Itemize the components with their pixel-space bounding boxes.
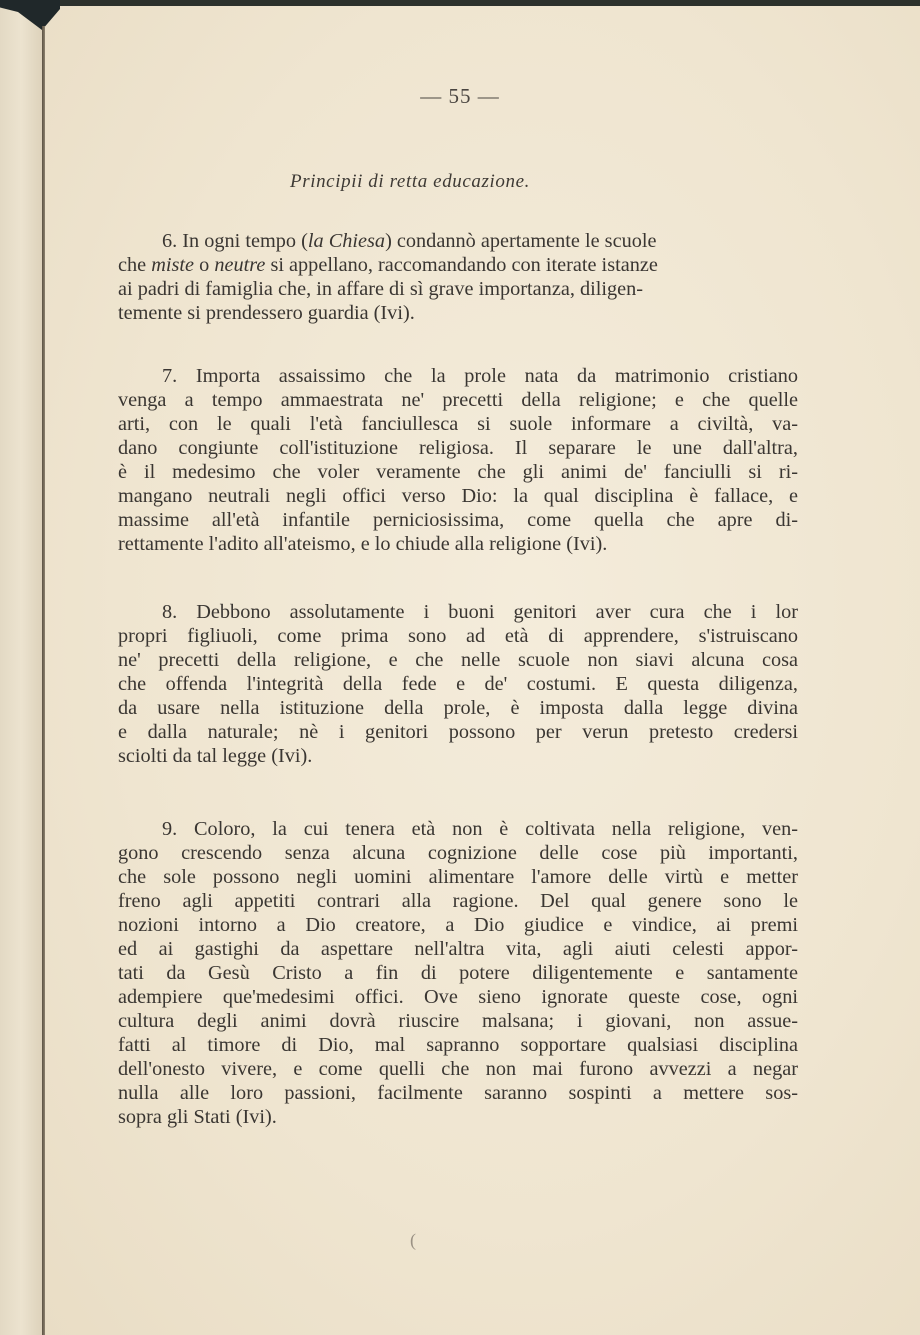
text-line: sciolti da tal legge (Ivi). — [118, 745, 313, 767]
text-line: 8. Debbono assolutamente i buoni genitori aver cura che i lor — [162, 601, 798, 623]
text-line: è il medesimo che voler veramente che gli animi de' fanciulli si ri- — [118, 461, 798, 483]
text-line: che sole possono negli uomini alimentare l'amore delle virtù e metter — [118, 866, 798, 888]
paragraph-9 — [118, 817, 798, 1129]
text-line: cultura degli animi dovrà riuscire malsana; i giovani, non assue- — [118, 1010, 798, 1032]
text-line: nulla alle loro passioni, facilmente saranno sospinti a mettere sos- — [118, 1082, 798, 1104]
text-line: propri figliuoli, come prima sono ad età di apprendere, s'istruiscano — [118, 625, 798, 647]
text-line: ne' precetti della religione, e che nelle scuole non siavi alcuna cosa — [118, 649, 798, 671]
text-line: gono crescendo senza alcuna cognizione delle cose più importanti, — [118, 842, 798, 864]
text-line: temente si prendessero guardia (Ivi). — [118, 302, 415, 324]
facing-page-edge — [0, 8, 42, 1335]
text-line: tati da Gesù Cristo a fin di potere diligentemente e santamente — [118, 962, 798, 984]
text-line: venga a tempo ammaestrata ne' precetti della religione; e che quelle — [118, 389, 798, 411]
text-line: mangano neutrali negli offici verso Dio: la qual disciplina è fallace, e — [118, 485, 798, 507]
italic-word: neutre — [214, 254, 266, 276]
text-line: da usare nella istituzione della prole, è imposta dalla legge divina — [118, 697, 798, 719]
page-gutter — [42, 26, 45, 1335]
italic-phrase: la Chiesa — [307, 230, 386, 252]
text-line: massime all'età infantile perniciosissima, come quella che apre di- — [118, 509, 798, 531]
print-mark: ( — [410, 1230, 416, 1250]
section-title: Principii di retta educazione. — [290, 171, 530, 192]
page-number: — 55 — — [420, 84, 500, 108]
text-line: che offenda l'integrità della fede e de' costumi. E questa diligenza, — [118, 673, 798, 695]
text-line: 9. Coloro, la cui tenera età non è coltivata nella religione, ven- — [162, 818, 798, 840]
text-line: ed ai gastighi da aspettare nell'altra vita, agli aiuti celesti appor- — [118, 938, 798, 960]
text-line: rettamente l'adito all'ateismo, e lo chiude alla religione (Ivi). — [118, 533, 608, 555]
text-line: e dalla naturale; nè i genitori possono per verun pretesto credersi — [118, 721, 798, 743]
text-line: freno agli appetiti contrari alla ragione. Del qual genere sono le — [118, 890, 798, 912]
text-line: fatti al timore di Dio, mal sapranno sopportare qualsiasi disciplina — [118, 1034, 798, 1056]
text-line: nozioni intorno a Dio creatore, a Dio giudice e vindice, ai premi — [118, 914, 798, 936]
text-line: 7. Importa assaissimo che la prole nata da matrimonio cristiano — [162, 365, 798, 387]
text-line: sopra gli Stati (Ivi). — [118, 1106, 277, 1128]
text-line: adempiere que'medesimi offici. Ove sieno ignorate queste cose, ogni — [118, 986, 798, 1008]
italic-word: miste — [151, 254, 195, 276]
text-line: ai padri di famiglia che, in affare di sì grave importanza, diligen- — [118, 278, 644, 300]
text-line: dell'onesto vivere, e come quelli che non mai furono avvezzi a negar — [118, 1058, 798, 1080]
text-line: che miste o neutre si appellano, raccomandando con iterate istanze — [118, 254, 658, 276]
text-line: dano congiunte coll'istituzione religiosa. Il separare le une dall'altra, — [118, 437, 798, 459]
text-line: 6. In ogni tempo (la Chiesa) condannò apertamente le scuole — [162, 230, 657, 252]
paragraph-7 — [118, 364, 798, 556]
text-line: arti, con le quali l'età fanciullesca si suole informare a civiltà, va- — [118, 413, 798, 435]
paragraph-6 — [118, 229, 798, 325]
paragraph-8 — [118, 600, 798, 768]
